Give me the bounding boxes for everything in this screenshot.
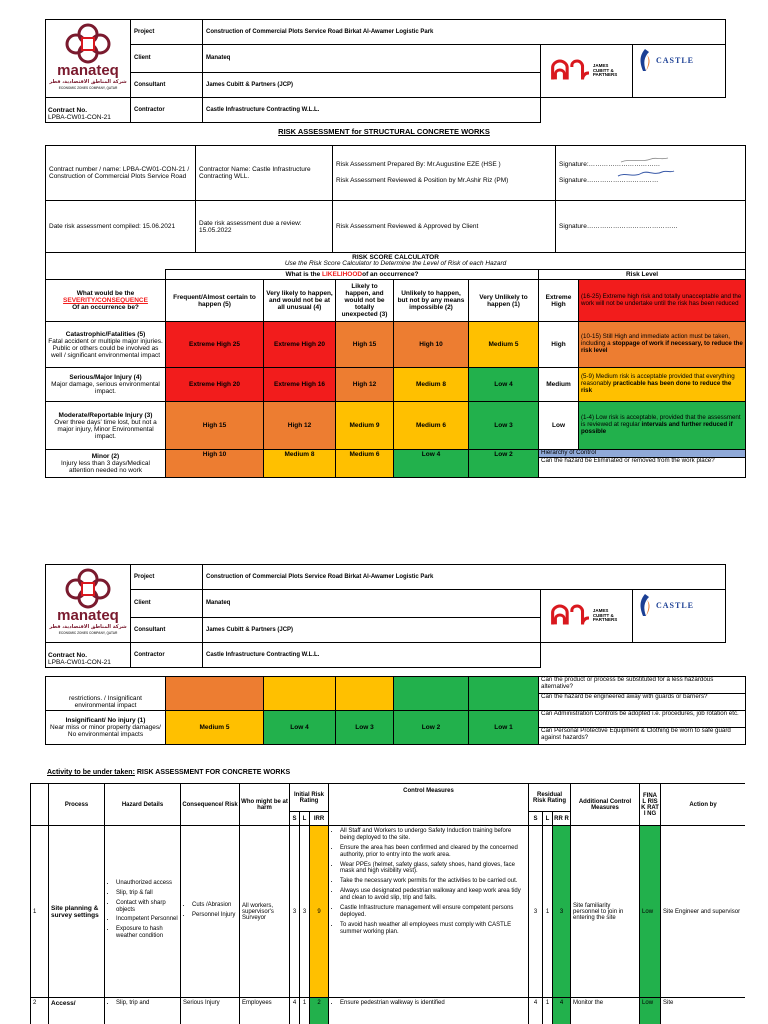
row-l: 3	[300, 826, 310, 998]
row-controls: • All Staff and Workers to undergo Safety Induction training before being deployed to the site. • Ensure the area has been confirmed and cleared by the concerned authority, prior to entry into the work area. • Wear PPEs (helmet, safety glass, safety shoes, hand gloves, face mask and high visibility vest). • Take the necessary work permits for the activities to be carried out. • Always use designated pedestrian walkway and keep work area tidy and clean to avoid slip, trip and falls. • Castle Infrastructure management will ensure competent persons deployed. • To avoid hash weather all employees must comply with CASTLE summer working plan.	[329, 826, 529, 998]
client-label: Client	[131, 45, 203, 73]
risk-level-header: Risk Level	[539, 270, 746, 280]
page2-header	[45, 564, 725, 668]
score-cell: Extreme High 16	[264, 368, 336, 402]
manateq-logo	[46, 20, 131, 98]
score-cell: Medium 6	[336, 450, 394, 478]
col-action: Action by	[661, 784, 745, 826]
svg-text:شركة المناطق الاقتصادية، قطر: شركة المناطق الاقتصادية، قطر	[49, 79, 127, 85]
likelihood-col-4: Very likely to happen, and would not be at all unusual (4)	[264, 280, 336, 322]
blank-cell	[394, 677, 469, 711]
score-cell: Low 4	[394, 450, 469, 478]
row-s: 3	[290, 826, 300, 998]
col-no	[31, 784, 49, 826]
row-who: All workers, supervisor's Surveyor	[240, 826, 290, 998]
score-cell: Medium 6	[394, 402, 469, 450]
col-final: FINA L RISK RATI NG	[640, 784, 661, 826]
severity-row-5: Catastrophic/Fatalities (5) Fatal accident or multiple major injuries. Public or others could be involved as well / significant environmental impact	[46, 322, 166, 368]
project-label: Project	[131, 20, 203, 45]
severity-question: What would be the SEVERITY/CONSEQUENCE Of an occurrence be?	[46, 280, 166, 322]
row-process: Access/	[49, 998, 105, 1024]
col-rrr: RR R	[553, 812, 571, 826]
score-cell: Low 4	[469, 368, 539, 402]
page1-header	[45, 19, 725, 123]
blank-cell	[469, 677, 539, 711]
row-hazards: • Slip, trip and	[105, 998, 181, 1024]
col-l: L	[300, 812, 310, 826]
svg-text:ECONOMIC ZONES COMPANY, QATAR: ECONOMIC ZONES COMPANY, QATAR	[58, 631, 118, 635]
row-who: Employees	[240, 998, 290, 1024]
manateq-logo-icon	[46, 565, 131, 640]
row-action: Site	[661, 998, 745, 1024]
svg-text:ECONOMIC ZONES COMPANY, QATAR: ECONOMIC ZONES COMPANY, QATAR	[58, 86, 118, 90]
level-extreme-name: Extreme High	[539, 280, 579, 322]
col-additional: Additional Control Measures	[571, 784, 640, 826]
score-cell: Medium 9	[336, 402, 394, 450]
score-cell: Low 2	[394, 711, 469, 745]
level-low-name: Low	[539, 402, 579, 450]
signature-client: Signature……………………………………	[556, 201, 746, 253]
assessment-info	[45, 145, 745, 253]
severity-row-2: Minor (2) Injury less than 3 days/Medical attention needed no work	[46, 450, 166, 478]
row-s: 4	[290, 998, 300, 1024]
consultant-value: James Cubitt & Partners (JCP)	[203, 72, 541, 98]
project-label: Project	[131, 565, 203, 590]
row-irr: 9	[310, 826, 329, 998]
risk-score-calculator	[45, 252, 745, 478]
signatures: Signature:…………………………… Signature……………………………	[556, 146, 746, 201]
activity-table	[30, 783, 745, 1024]
activity-label: Activity to be under taken: RISK ASSESSMENT FOR CONCRETE WORKS	[47, 769, 291, 776]
col-rl: L	[543, 812, 553, 826]
col-residual: Residual Risk Rating	[529, 784, 571, 812]
level-medium-name: Medium	[539, 368, 579, 402]
col-irr: IRR	[310, 812, 329, 826]
score-cell: Extreme High 25	[166, 322, 264, 368]
contractor-label: Contractor	[131, 98, 203, 123]
row-consequences: Serious Injury	[181, 998, 240, 1024]
col-consequence: Consequence/ Risk	[181, 784, 240, 826]
row-irr: 2	[310, 998, 329, 1024]
approved-by: Risk Assessment Reviewed & Approved by Client	[333, 201, 556, 253]
contract-no: Contract No. LPBA-CW01-CON-21	[46, 643, 131, 668]
manateq-logo-icon	[46, 20, 131, 95]
jcp-mark-icon: ᕱᖊ	[550, 601, 590, 630]
row-rs: 3	[529, 826, 543, 998]
prepared-reviewed: Risk Assessment Prepared By: Mr.Augustine EZE (HSE ) Risk Assessment Reviewed & Position by Mr.Ashir Riz (PM)	[333, 146, 556, 201]
manateq-logo	[46, 565, 131, 643]
jcp-logo: ᕱᖊ JAMES CUBITT & PARTNERS	[541, 45, 633, 98]
row-rl: 1	[543, 998, 553, 1024]
contractor-value: Castle Infrastructure Contracting W.L.L.	[203, 643, 541, 668]
blank-cell	[166, 677, 264, 711]
row-action: Site Engineer and supervisor	[661, 826, 745, 998]
castle-mark-icon	[637, 594, 653, 616]
row-final: Low	[640, 998, 661, 1024]
svg-text:manateq: manateq	[57, 607, 119, 624]
score-cell: Low 3	[469, 402, 539, 450]
table-row	[31, 998, 746, 1024]
hierarchy-list-2: Can Administration Controls be adopted i.e. procedures, job rotation etc. Can Personal Protective Equipment & Clothing be worn to safe guard against hazards?	[539, 711, 746, 745]
score-cell: High 12	[264, 402, 336, 450]
client-value: Manateq	[203, 45, 541, 73]
row-l: 1	[300, 998, 310, 1024]
score-cell: High 10	[166, 450, 264, 478]
table-row	[31, 826, 746, 998]
level-high-desc: (10-15) Still High and immediate action must be taken, including a stoppage of work if necessary, to reduce the risk level	[579, 322, 746, 368]
blank-cell	[264, 677, 336, 711]
date-due: Date risk assessment due a review: 15.05.2022	[196, 201, 333, 253]
contractor-name: Contractor Name: Castle Infrastructure Contracting WLL.	[196, 146, 333, 201]
contractor-label: Contractor	[131, 643, 203, 668]
level-high-name: High	[539, 322, 579, 368]
consultant-value: James Cubitt & Partners (JCP)	[203, 617, 541, 643]
consultant-label: Consultant	[131, 72, 203, 98]
row-additional: Monitor the	[571, 998, 640, 1024]
castle-logo: CASTLE	[633, 590, 726, 643]
col-process: Process	[49, 784, 105, 826]
likelihood-col-3: Likely to happen, and would not be totally unexpected (3)	[336, 280, 394, 322]
score-cell: Medium 8	[394, 368, 469, 402]
level-extreme-desc: (16-25) Extreme high risk and totally unacceptable and the work will not be undertake until the risk has been reduced	[579, 280, 746, 322]
row-consequences: • Cuts /Abrasion • Personnel Injury	[181, 826, 240, 998]
score-cell: Medium 8	[264, 450, 336, 478]
score-cell: Low 1	[469, 711, 539, 745]
severity-row-4: Serious/Major Injury (4) Major damage, serious environmental impact.	[46, 368, 166, 402]
score-cell: High 10	[394, 322, 469, 368]
score-cell: Medium 5	[469, 322, 539, 368]
row-hazards: • Unauthorized access • Slip, trip & fall • Contact with sharp objects • Incompetent Personnel • Exposure to hash weather condition	[105, 826, 181, 998]
svg-text:شركة المناطق الاقتصادية، قطر: شركة المناطق الاقتصادية، قطر	[49, 624, 127, 630]
consultant-label: Consultant	[131, 617, 203, 643]
score-cell: High 15	[166, 402, 264, 450]
client-value: Manateq	[203, 590, 541, 618]
score-cell: Low 3	[336, 711, 394, 745]
level-medium-desc: (5-9) Medium risk is acceptable provided that everything reasonably practicable has been done to reduce the risk	[579, 368, 746, 402]
client-label: Client	[131, 590, 203, 618]
score-cell: Low 4	[264, 711, 336, 745]
row-rrr: 4	[553, 998, 571, 1024]
hierarchy-list: Can the product or process be substituted for a less hazardous alternative? Can the hazard be engineered away with guards or barriers?	[539, 677, 746, 711]
score-cell: Medium 5	[166, 711, 264, 745]
col-hazard: Hazard Details	[105, 784, 181, 826]
severity-row-cont: restrictions. / Insignificant environmental impact	[46, 677, 166, 711]
castle-mark-icon	[637, 49, 653, 71]
blank-cell	[336, 677, 394, 711]
row-controls: • Ensure pedestrian walkway is identified	[329, 998, 529, 1024]
col-who: Who might be at harm	[240, 784, 290, 826]
score-cell: Extreme High 20	[264, 322, 336, 368]
row-number: 2	[31, 998, 49, 1024]
score-cell: Extreme High 20	[166, 368, 264, 402]
jcp-mark-icon: ᕱᖊ	[550, 56, 590, 85]
likelihood-col-1: Very Unlikely to happen (1)	[469, 280, 539, 322]
contract-no: Contract No. LPBA-CW01-CON-21	[46, 98, 131, 123]
likelihood-header: What is the LIKELIHOODof an occurrence?	[166, 270, 539, 280]
likelihood-col-2: Unlikely to happen, but not by any means impossible (2)	[394, 280, 469, 322]
col-control: Control Measures	[329, 784, 529, 826]
signature-scribble-icon	[616, 154, 676, 182]
row-number: 1	[31, 826, 49, 998]
calculator-continuation	[45, 676, 745, 745]
row-process: Site planning & survey settings	[49, 826, 105, 998]
severity-row-3: Moderate/Reportable Injury (3) Over three days' time lost, but not a major injury, Minor Environmental impact.	[46, 402, 166, 450]
project-value: Construction of Commercial Plots Service Road Birkat Al-Awamer Logistic Park	[203, 20, 726, 45]
row-final: Low	[640, 826, 661, 998]
page-title: RISK ASSESSMENT for STRUCTURAL CONCRETE WORKS	[278, 127, 490, 136]
severity-row-1: Insignificant/ No injury (1) Near miss or minor property damages/ No environmental impacts	[46, 711, 166, 745]
likelihood-col-5: Frequent/Almost certain to happen (5)	[166, 280, 264, 322]
score-cell: High 12	[336, 368, 394, 402]
date-compiled: Date risk assessment compiled: 15.06.2021	[46, 201, 196, 253]
calculator-title: RISK SCORE CALCULATOR Use the Risk Score Calculator to Determine the Level of Risk of each Hazard	[46, 253, 746, 270]
row-rrr: 3	[553, 826, 571, 998]
castle-logo: CASTLE	[633, 45, 726, 98]
row-additional: Site familiarity personnel to join in entering the site	[571, 826, 640, 998]
col-rs: S	[529, 812, 543, 826]
col-s: S	[290, 812, 300, 826]
jcp-logo: ᕱᖊ JAMES CUBITT & PARTNERS	[541, 590, 633, 643]
score-cell: Low 2	[469, 450, 539, 478]
col-initial: Initial Risk Rating	[290, 784, 329, 812]
contract-info: Contract number / name: LPBA-CW01-CON-21 / Construction of Commercial Plots Service Road	[46, 146, 196, 201]
row-rs: 4	[529, 998, 543, 1024]
score-cell: High 15	[336, 322, 394, 368]
contractor-value: Castle Infrastructure Contracting W.L.L.	[203, 98, 541, 123]
level-low-desc: (1-4) Low risk is acceptable, provided that the assessment is reviewed at regular intervals and further reduced if possible	[579, 402, 746, 450]
hierarchy-control: Hierarchy of Control Can the hazard be Eliminated or removed from the work place?	[539, 450, 746, 478]
project-value: Construction of Commercial Plots Service Road Birkat Al-Awamer Logistic Park	[203, 565, 726, 590]
row-rl: 1	[543, 826, 553, 998]
svg-text:manateq: manateq	[57, 62, 119, 79]
